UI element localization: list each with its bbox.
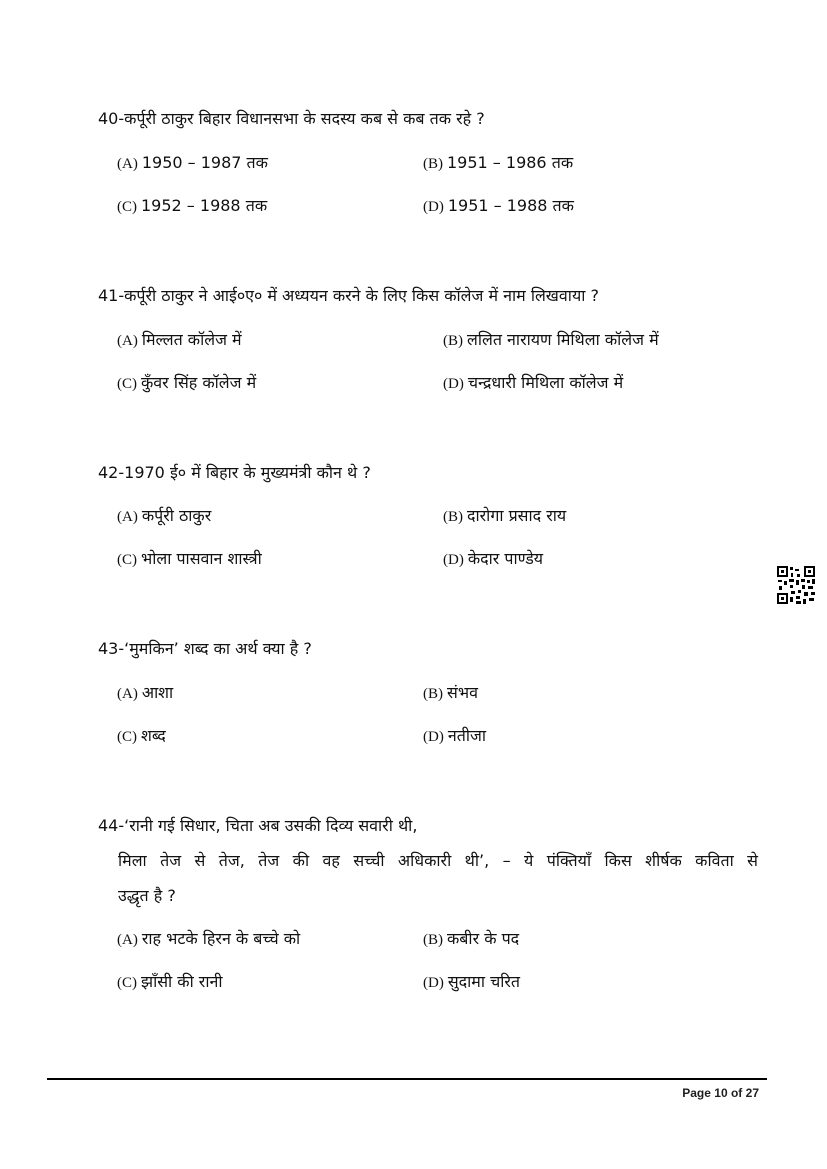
- option-43-c[interactable]: [117, 725, 166, 748]
- option-40-c[interactable]: [117, 195, 267, 218]
- option-44-a[interactable]: [117, 928, 300, 951]
- option-42-c[interactable]: [117, 548, 262, 571]
- option-label: (D): [423, 975, 444, 991]
- option-42-a[interactable]: [117, 505, 211, 528]
- option-text: 1950 – 1987 तक: [141, 153, 268, 172]
- option-41-d[interactable]: [443, 372, 623, 395]
- qr-code-icon: [776, 565, 816, 605]
- option-44-d[interactable]: [423, 971, 520, 994]
- question-42: [98, 462, 371, 484]
- question-text-line-3: उद्धृत है ?: [118, 886, 176, 905]
- option-label: (A): [117, 333, 138, 349]
- option-44-c[interactable]: [117, 971, 223, 994]
- option-42-d[interactable]: [443, 548, 543, 571]
- question-text: ‘मुमकिन’ शब्द का अर्थ क्या है ?: [124, 639, 312, 658]
- option-label: (D): [443, 376, 464, 392]
- option-text: मिल्लत कॉलेज में: [141, 330, 242, 349]
- option-label: (A): [117, 509, 138, 525]
- question-40: [98, 108, 485, 130]
- option-text: कबीर के पद: [447, 929, 520, 948]
- question-number: 40-: [98, 109, 125, 128]
- option-label: (A): [117, 156, 138, 172]
- option-label: (D): [443, 552, 464, 568]
- page-total: 27: [745, 1086, 759, 1100]
- question-text-line-2: मिला तेज से तेज, तेज की वह सच्ची अधिकारी थी’, – ये पंक्तियाँ किस शीर्षक कविता से: [118, 851, 758, 870]
- option-label: (B): [443, 509, 463, 525]
- option-41-a[interactable]: [117, 329, 242, 352]
- option-label: (B): [423, 686, 443, 702]
- option-text: भोला पासवान शास्त्री: [141, 549, 262, 568]
- question-number: 41-: [98, 286, 125, 305]
- page-number: [682, 1086, 759, 1100]
- option-43-b[interactable]: [423, 682, 478, 705]
- question-number: 43-: [98, 639, 125, 658]
- option-text: ललित नारायण मिथिला कॉलेज में: [467, 330, 659, 349]
- page-current: 10: [714, 1086, 728, 1100]
- option-41-c[interactable]: [117, 372, 256, 395]
- option-text: झाँसी की रानी: [141, 972, 223, 991]
- option-label: (C): [117, 975, 137, 991]
- question-text: कर्पूरी ठाकुर बिहार विधानसभा के सदस्य कब से कब तक रहे ?: [124, 109, 485, 128]
- option-43-a[interactable]: [117, 682, 173, 705]
- option-label: (B): [423, 932, 443, 948]
- option-label: (B): [423, 156, 443, 172]
- option-text: आशा: [141, 683, 174, 702]
- option-text: सुदामा चरित: [447, 972, 521, 991]
- page-label: Page: [682, 1086, 711, 1100]
- option-40-d[interactable]: [423, 195, 574, 218]
- option-label: (C): [117, 376, 137, 392]
- footer-divider: [47, 1078, 767, 1080]
- question-text-line-1: ‘रानी गई सिधार, चिता अब उसकी दिव्य सवारी थी,: [124, 816, 418, 835]
- option-label: (A): [117, 686, 138, 702]
- option-41-b[interactable]: [443, 329, 659, 352]
- question-44: [98, 815, 417, 837]
- option-text: शब्द: [141, 726, 166, 745]
- option-text: कर्पूरी ठाकुर: [141, 506, 212, 525]
- option-label: (D): [423, 199, 444, 215]
- option-44-b[interactable]: [423, 928, 519, 951]
- question-number: 44-: [98, 816, 125, 835]
- option-label: (C): [117, 729, 137, 745]
- option-text: 1951 – 1988 तक: [447, 196, 574, 215]
- option-text: 1951 – 1986 तक: [447, 153, 574, 172]
- option-43-d[interactable]: [423, 725, 486, 748]
- question-number: 42-: [98, 463, 125, 482]
- question-text: 1970 ई० में बिहार के मुख्यमंत्री कौन थे ?: [124, 463, 371, 482]
- option-40-a[interactable]: [117, 152, 268, 175]
- option-text: कुँवर सिंह कॉलेज में: [141, 373, 257, 392]
- option-label: (A): [117, 932, 138, 948]
- question-text: कर्पूरी ठाकुर ने आई०ए० में अध्ययन करने के लिए किस कॉलेज में नाम लिखवाया ?: [124, 286, 599, 305]
- option-label: (D): [423, 729, 444, 745]
- option-text: नतीजा: [447, 726, 486, 745]
- question-43: [98, 638, 312, 660]
- option-label: (C): [117, 199, 137, 215]
- option-text: दारोगा प्रसाद राय: [467, 506, 567, 525]
- option-text: 1952 – 1988 तक: [141, 196, 268, 215]
- option-42-b[interactable]: [443, 505, 566, 528]
- option-label: (C): [117, 552, 137, 568]
- option-text: केदार पाण्डेय: [467, 549, 544, 568]
- option-text: राह भटके हिरन के बच्चे को: [141, 929, 301, 948]
- option-label: (B): [443, 333, 463, 349]
- option-text: चन्द्रधारी मिथिला कॉलेज में: [467, 373, 624, 392]
- question-41: [98, 285, 599, 307]
- page-of: of: [730, 1086, 743, 1100]
- option-text: संभव: [447, 683, 478, 702]
- option-40-b[interactable]: [423, 152, 573, 175]
